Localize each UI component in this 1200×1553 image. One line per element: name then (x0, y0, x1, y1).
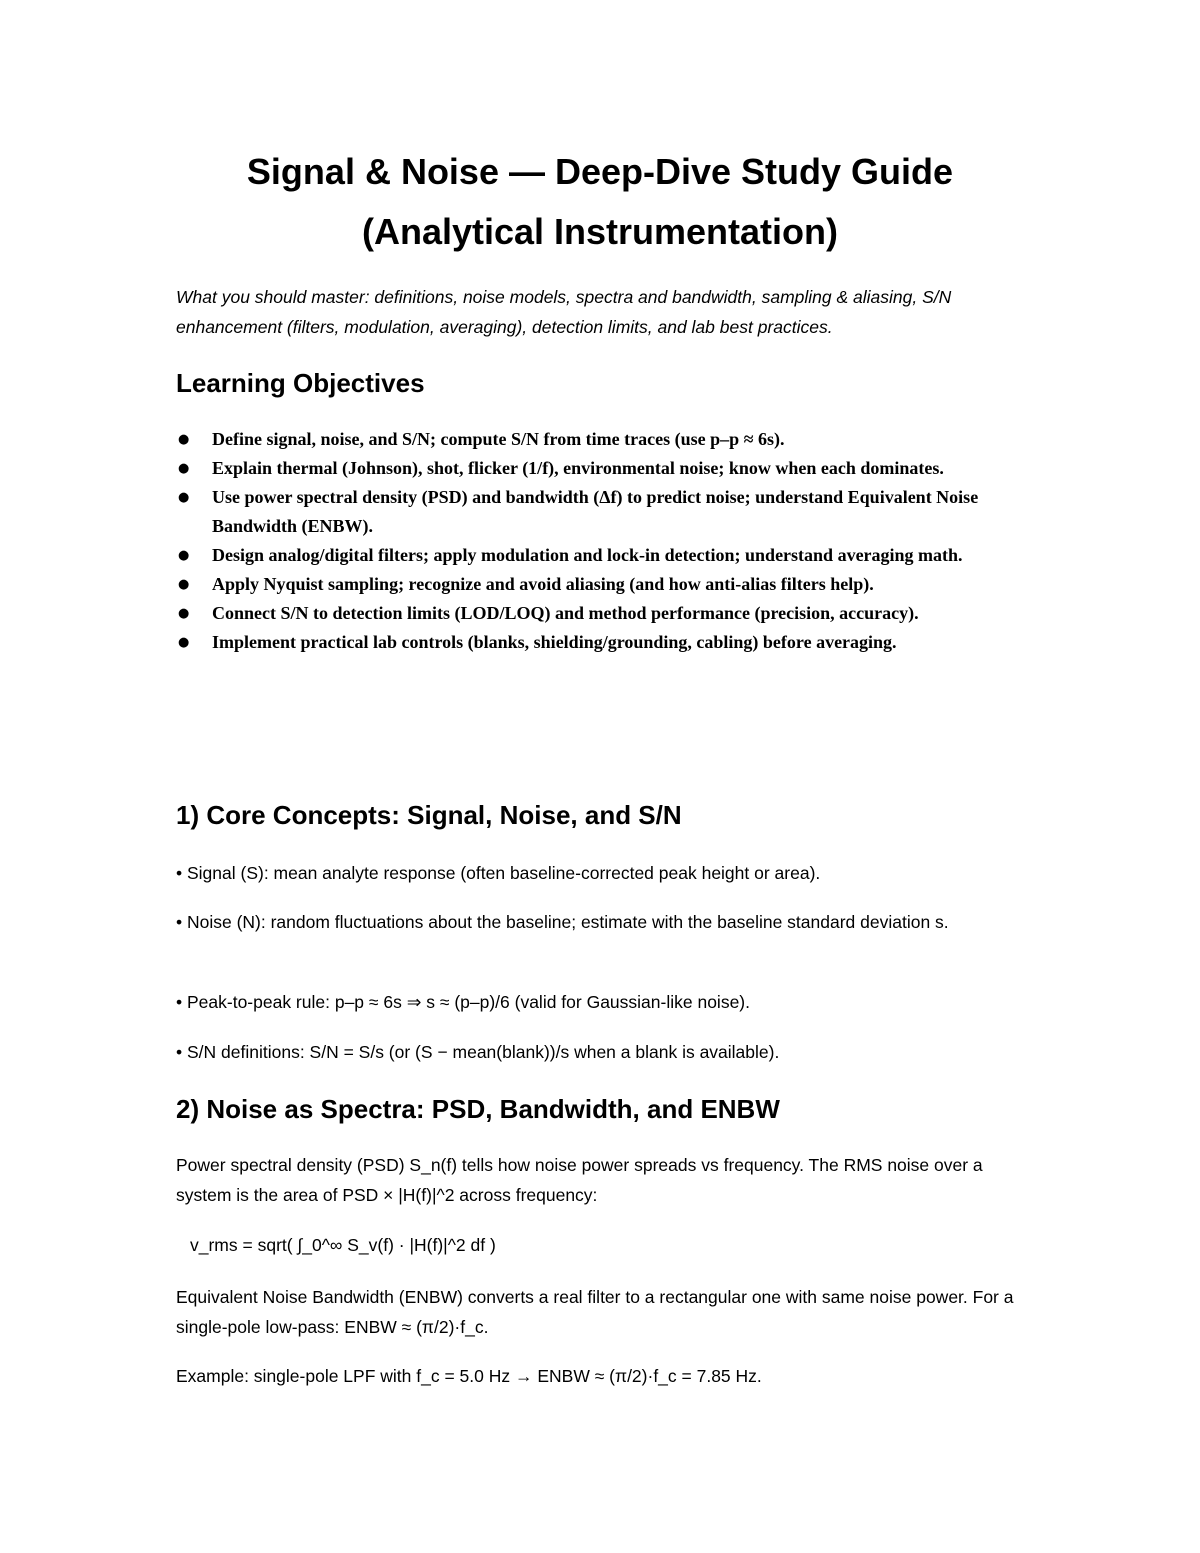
objectives-list (176, 425, 1006, 657)
bullet-icon: ● (178, 490, 190, 505)
objective-item (176, 541, 1006, 570)
objective-item (176, 570, 1006, 599)
page-title-line2: (Analytical Instrumentation) (361, 211, 839, 252)
objective-text: Design analog/digital filters; apply modulation and lock-in detection; understand averaging math. (212, 545, 963, 565)
objective-item (176, 628, 1006, 657)
objective-text: Define signal, noise, and S/N; compute S/N from time traces (use p–p ≈ 6s). (212, 429, 785, 449)
objective-item (176, 599, 1006, 628)
bullet-icon: ● (178, 635, 190, 650)
intro-text: What you should master: definitions, noise models, spectra and bandwidth, sampling & aliasing, S/N enhancement (filters, modulation, averaging), detection limits, and lab best practices. (176, 287, 952, 337)
bullet-icon: ● (178, 461, 190, 476)
objective-text: Connect S/N to detection limits (LOD/LOQ) and method performance (precision, accuracy). (212, 603, 919, 623)
section2-rms-formula: v_rms = sqrt( ∫_0^∞ S_v(f) · |H(f)|^2 df ) (190, 1235, 496, 1255)
section1-point-sn-definitions: • S/N definitions: S/N = S/s (or (S − mean(blank))/s when a blank is available). (176, 1042, 780, 1062)
section1-heading: 1) Core Concepts: Signal, Noise, and S/N (176, 800, 682, 830)
objective-item (176, 454, 1006, 483)
section2-psd-paragraph: Power spectral density (PSD) S_n(f) tells how noise power spreads vs frequency. The RMS noise over a system is the area of PSD × |H(f)|^2 across frequency: (176, 1155, 983, 1205)
bullet-icon: ● (178, 606, 190, 621)
objective-item (176, 425, 1006, 454)
bullet-icon: ● (178, 432, 190, 447)
objectives-heading: Learning Objectives (176, 368, 425, 398)
section1-point-noise: • Noise (N): random fluctuations about the baseline; estimate with the baseline standard deviation s. (176, 912, 949, 932)
section2-example-paragraph: Example: single-pole LPF with f_c = 5.0 Hz → ENBW ≈ (π/2)·f_c = 7.85 Hz. (176, 1366, 762, 1386)
objective-text: Explain thermal (Johnson), shot, flicker (1/f), environmental noise; know when each dominates. (212, 458, 944, 478)
section1-point-signal: • Signal (S): mean analyte response (often baseline-corrected peak height or area). (176, 863, 821, 883)
bullet-icon: ● (178, 548, 190, 563)
bullet-icon: ● (178, 577, 190, 592)
objective-text: Implement practical lab controls (blanks, shielding/grounding, cabling) before averaging. (212, 632, 897, 652)
section1-point-peak-to-peak: • Peak-to-peak rule: p–p ≈ 6s ⇒ s ≈ (p–p)/6 (valid for Gaussian-like noise). (176, 992, 750, 1012)
section2-enbw-paragraph: Equivalent Noise Bandwidth (ENBW) converts a real filter to a rectangular one with same noise power. For a single-pole low-pass: ENBW ≈ (π/2)·f_c. (176, 1287, 1014, 1337)
objective-item (176, 483, 1006, 541)
objective-text: Use power spectral density (PSD) and bandwidth (Δf) to predict noise; understand Equivalent Noise Bandwidth (ENBW). (212, 487, 979, 536)
page-title-line1: Signal & Noise — Deep-Dive Study Guide (246, 151, 954, 192)
objective-text: Apply Nyquist sampling; recognize and avoid aliasing (and how anti-alias filters help). (212, 574, 874, 594)
section2-heading: 2) Noise as Spectra: PSD, Bandwidth, and ENBW (176, 1094, 780, 1124)
